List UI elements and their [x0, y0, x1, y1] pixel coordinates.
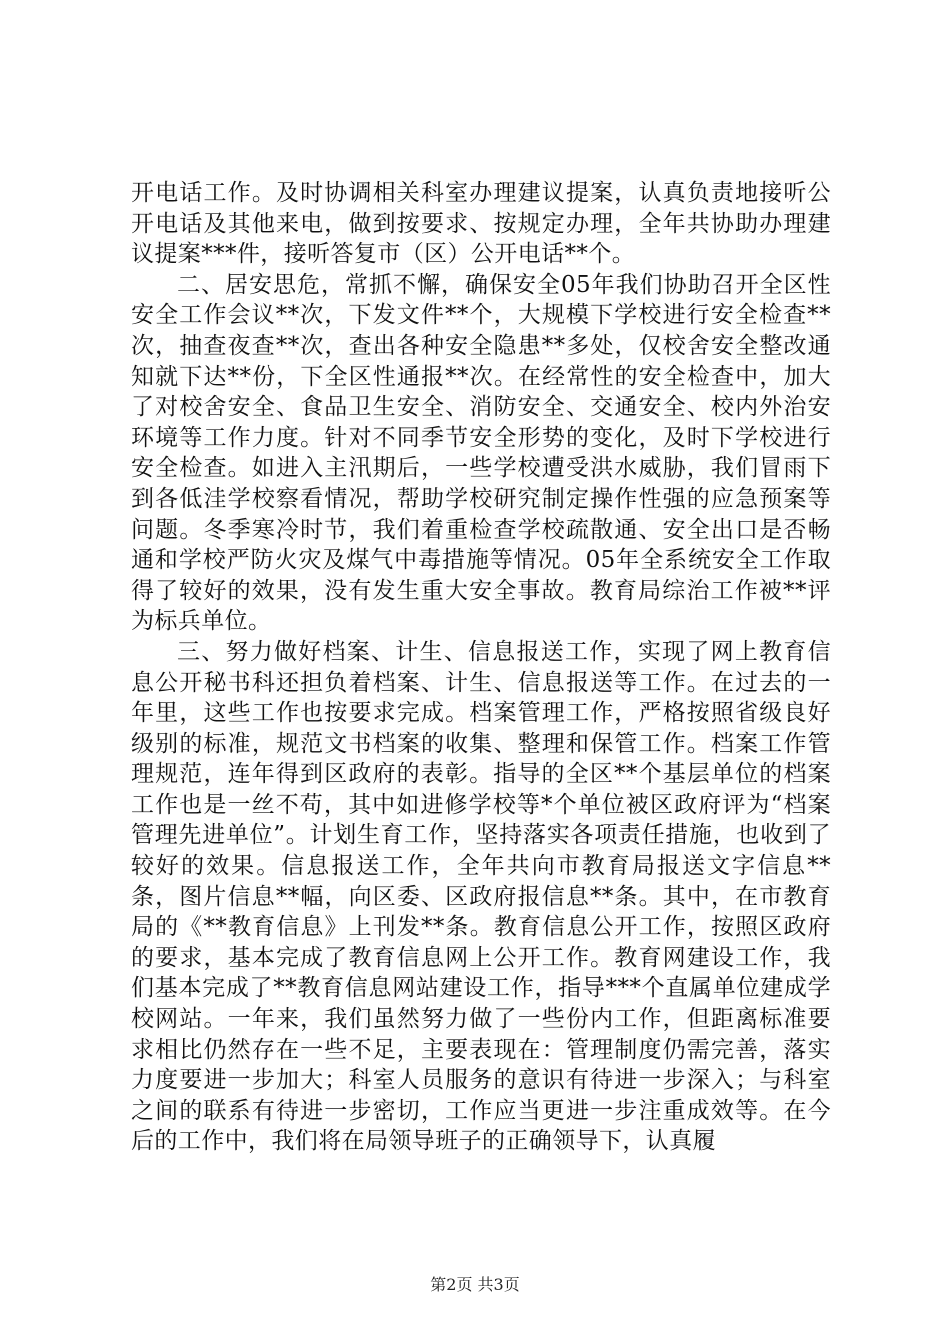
document-body	[131, 178, 831, 1157]
paragraph-safety: 二、居安思危，常抓不懈，确保安全05年我们协助召开全区性安全工作会议**次，下发文件**个，大规模下学校进行安全检查**次，抽查夜查**次，查出各种安全隐患**多处，仅校舍安全整改通知就下达**份，下全区性通报**次。在经常性的安全检查中，加大了对校舍安全、食品卫生安全、消防安全、交通安全、校内外治安环境等工作力度。针对不同季节安全形势的变化，及时下学校进行安全检查。如进入主汛期后，一些学校遭受洪水威胁，我们冒雨下到各低洼学校察看情况，帮助学校研究制定操作性强的应急预案等问题。冬季寒冷时节，我们着重检查学校疏散通、安全出口是否畅通和学校严防火灾及煤气中毒措施等情况。05年全系统安全工作取得了较好的效果，没有发生重大安全事故。教育局综治工作被**评为标兵单位。	[131, 271, 831, 635]
paragraph-continuation: 开电话工作。及时协调相关科室办理建议提案，认真负责地接听公开电话及其他来电，做到按要求、按规定办理，全年共协助办理建议提案***件，接听答复市（区）公开电话**个。	[131, 180, 831, 268]
paragraph-archives: 三、努力做好档案、计生、信息报送工作，实现了网上教育信息公开秘书科还担负着档案、计生、信息报送等工作。在过去的一年里，这些工作也按要求完成。档案管理工作，严格按照省级良好级别的标准，规范文书档案的收集、整理和保管工作。档案工作管理规范，连年得到区政府的表彰。指导的全区**个基层单位的档案工作也是一丝不苟，其中如进修学校等*个单位被区政府评为“档案管理先进单位”。计划生育工作，坚持落实各项责任措施，也收到了较好的效果。信息报送工作，全年共向市教育局报送文字信息**条，图片信息**幅，向区委、区政府报信息**条。其中，在市教育局的《**教育信息》上刊发**条。教育信息公开工作，按照区政府的要求，基本完成了教育信息网上公开工作。教育网建设工作，我们基本完成了**教育信息网站建设工作，指导***个直属单位建成学校网站。一年来，我们虽然努力做了一些份内工作，但距离标准要求相比仍然存在一些不足，主要表现在：管理制度仍需完善，落实力度要进一步加大；科室人员服务的意识有待进一步深入；与科室之间的联系有待进一步密切，工作应当更进一步注重成效等。在今后的工作中，我们将在局领导班子的正确领导下，认真履	[131, 638, 831, 1155]
page-number-footer: 第2页 共3页	[430, 1275, 520, 1294]
